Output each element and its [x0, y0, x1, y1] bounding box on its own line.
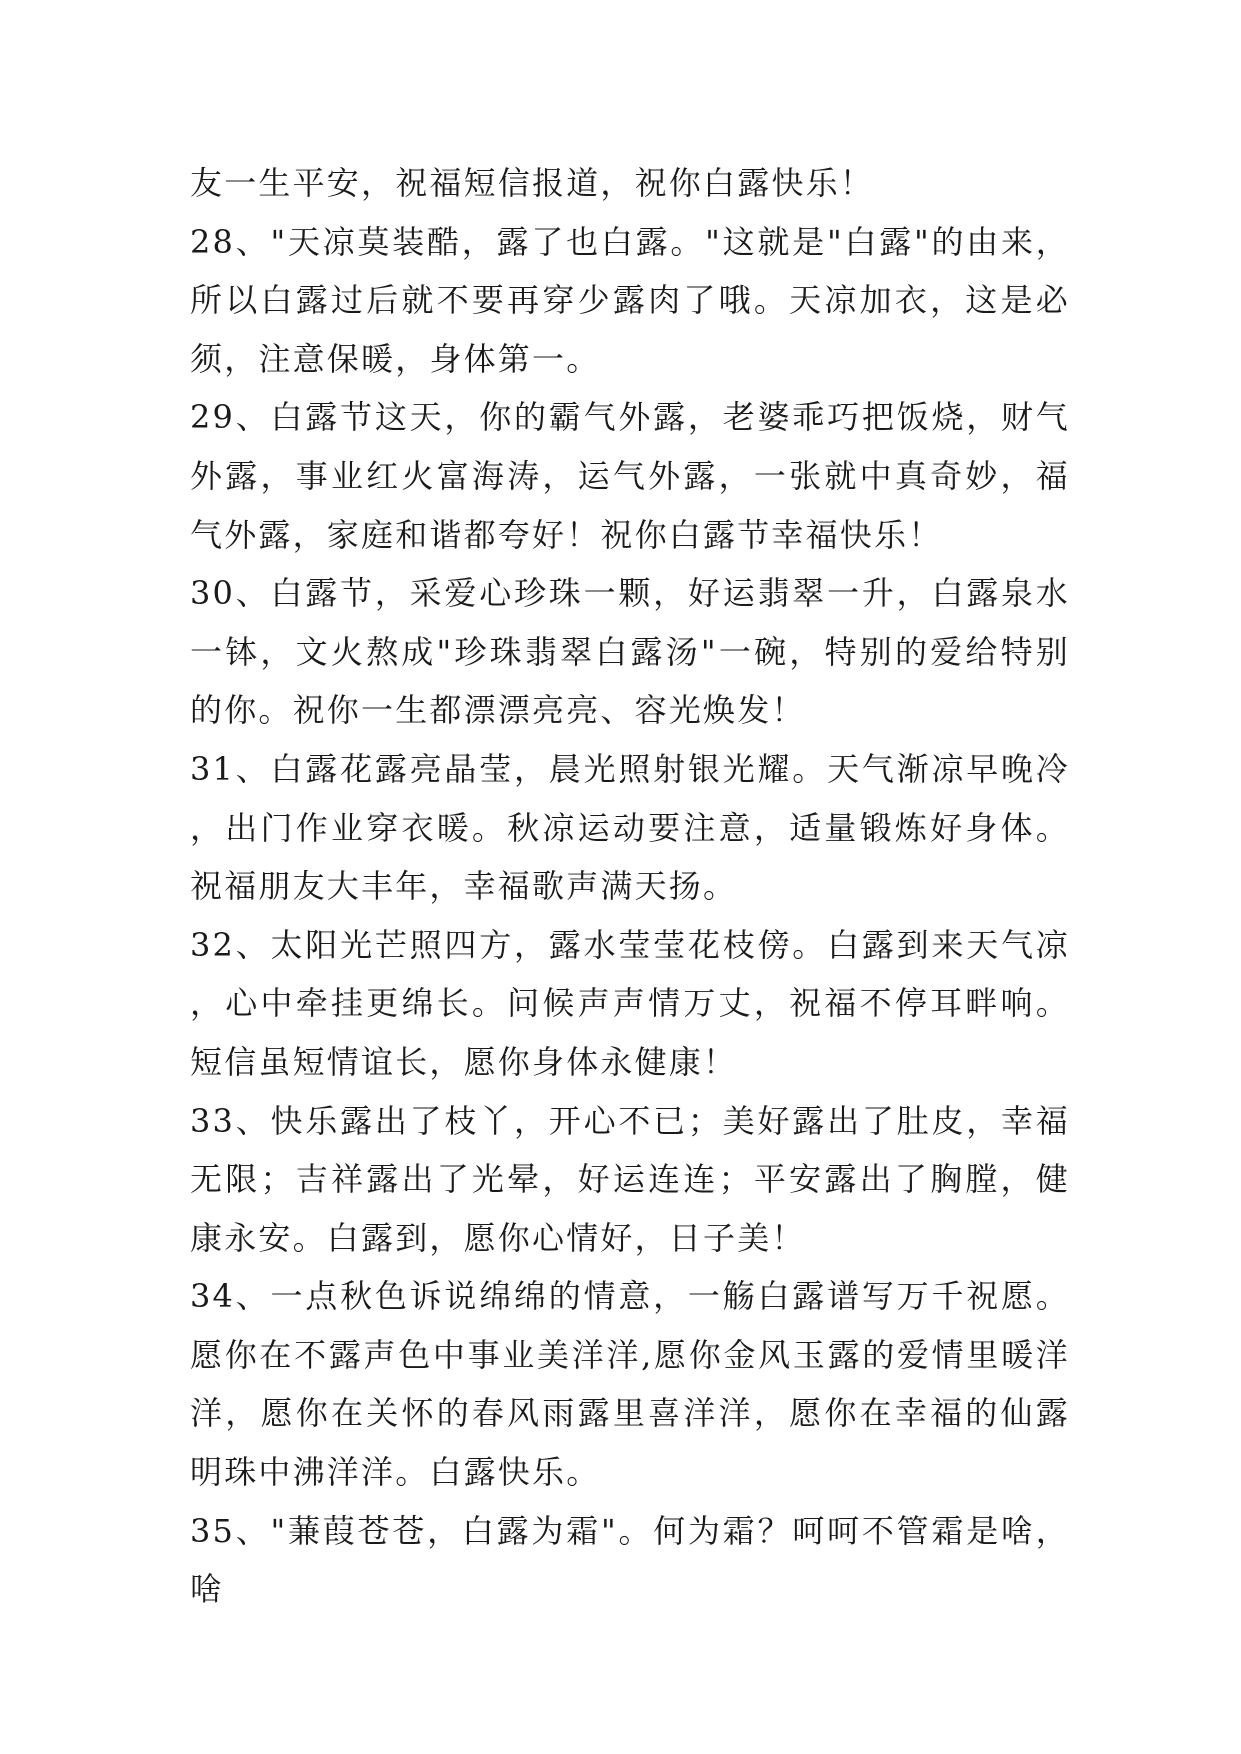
paragraph-continuation: 友一生平安，祝福短信报道，祝你白露快乐！ [190, 164, 875, 202]
paragraph-30: 30、白露节，采爱心珍珠一颗，好运翡翠一升，白露泉水一钵，文火熬成"珍珠翡翠白露汤"一碗，特别的爱给特别的你。祝你一生都漂漂亮亮、容光焕发！ [190, 574, 1070, 730]
paragraph-31: 31、白露花露亮晶莹，晨光照射银光耀。天气渐凉早晚冷，出门作业穿衣暖。秋凉运动要注意，适量锻炼好身体。祝福朋友大丰年，幸福歌声满天扬。 [190, 749, 1070, 906]
paragraph-35: 35、"蒹葭苍苍，白露为霜"。何为霜？呵呵不管霜是啥，啥 [190, 1511, 1070, 1609]
paragraph-28: 28、"天凉莫装酷，露了也白露。"这就是"白露"的由来，所以白露过后就不要再穿少露肉了哦。天凉加衣，这是必须，注意保暖，身体第一。 [190, 222, 1070, 378]
paragraph-33: 33、快乐露出了枝丫，开心不已；美好露出了肚皮，幸福无限；吉祥露出了光晕，好运连连；平安露出了胸膛，健康永安。白露到，愿你心情好，日子美！ [190, 1101, 1070, 1257]
document-body [190, 154, 1070, 1619]
paragraph-34: 34、一点秋色诉说绵绵的情意，一觞白露谱写万千祝愿。愿你在不露声色中事业美洋洋,愿你金风玉露的爱情里暖洋洋，愿你在关怀的春风雨露里喜洋洋，愿你在幸福的仙露明珠中沸洋洋。白露快乐。 [190, 1277, 1070, 1492]
paragraph-29: 29、白露节这天，你的霸气外露，老婆乖巧把饭烧，财气外露，事业红火富海涛，运气外露，一张就中真奇妙，福气外露，家庭和谐都夸好！祝你白露节幸福快乐！ [190, 398, 1070, 554]
paragraph-32: 32、太阳光芒照四方，露水莹莹花枝傍。白露到来天气凉，心中牵挂更绵长。问候声声情万丈，祝福不停耳畔响。短信虽短情谊长，愿你身体永健康！ [190, 925, 1070, 1081]
